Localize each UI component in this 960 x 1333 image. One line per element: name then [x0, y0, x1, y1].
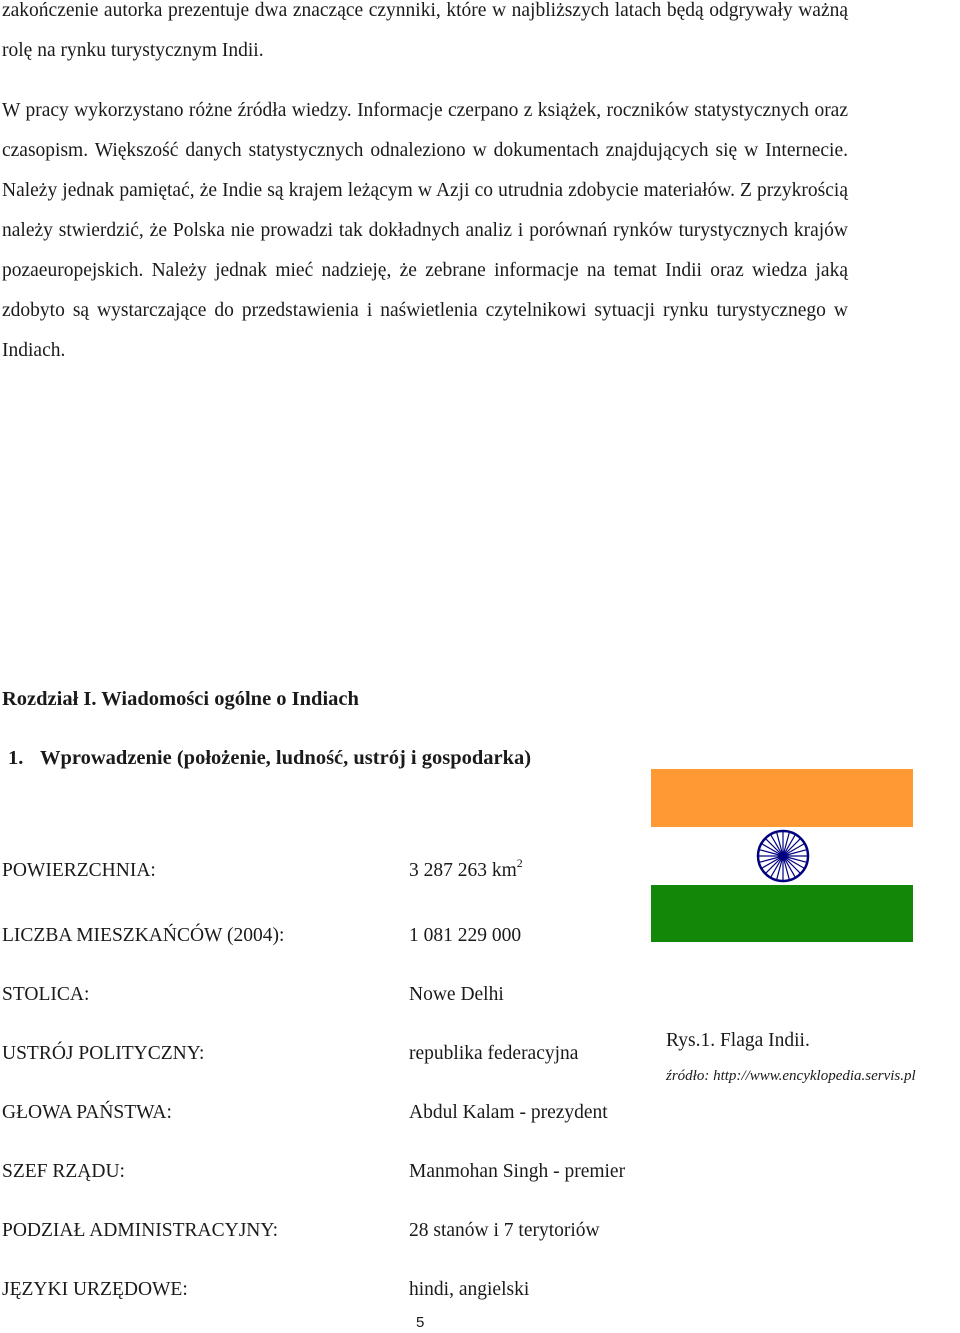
fact-label: SZEF RZĄDU:	[2, 1161, 125, 1182]
intro-paragraph-1: zakończenie autorka prezentuje dwa znaczące czynniki, które w najbliższych latach będą odgrywały ważną rolę na rynku turystycznym Indii.	[2, 0, 848, 61]
chakra-wheel	[758, 831, 808, 881]
india-flag-image	[651, 769, 913, 942]
page-number: 5	[416, 1314, 425, 1331]
fact-value: Nowe Delhi	[409, 984, 504, 1005]
fact-value	[409, 856, 523, 882]
ashoka-chakra-icon	[755, 827, 811, 885]
fact-label: GŁOWA PAŃSTWA:	[2, 1102, 172, 1123]
fact-value: 1 081 229 000	[409, 925, 522, 946]
fact-value: Manmohan Singh - premier	[409, 1161, 626, 1182]
intro-paragraph-2: W pracy wykorzystano różne źródła wiedzy. Informacje czerpano z książek, roczników statystycznych oraz czasopism. Większość danych statystycznych odnaleziono w dokumentach znajdujących się w Internecie. Należy jednak pamiętać, że Indie są krajem leżącym w Azji co utrudnia zdobycie materiałów. Z przykrością należy stwierdzić, że Polska nie prowadzi tak dokładnych analiz i porównań rynków turystycznych krajów pozaeuropejskich. Należy jednak mieć nadzieję, że zebrane informacje na temat Indii oraz wiedza jaką zdobyto są wystarczające do przedstawienia i naświetlenia czytelnikowi sytuacji rynku turystycznego w Indiach.	[2, 100, 848, 361]
fact-label: LICZBA MIESZKAŃCÓW (2004):	[2, 925, 285, 946]
figure-caption: Rys.1. Flaga Indii.	[666, 1030, 810, 1051]
fact-label: STOLICA:	[2, 984, 90, 1005]
unit-superscript: 2	[516, 856, 523, 870]
figure-source: źródło: http://www.encyklopedia.servis.pl	[666, 1068, 916, 1084]
fact-value: Abdul Kalam - prezydent	[409, 1102, 608, 1123]
flag-saffron-band	[651, 769, 913, 827]
fact-label: USTRÓJ POLITYCZNY:	[2, 1043, 205, 1064]
fact-value: 28 stanów i 7 terytoriów	[409, 1220, 600, 1241]
flag-green-band	[651, 885, 913, 942]
fact-label: PODZIAŁ ADMINISTRACYJNY:	[2, 1220, 279, 1241]
section-number: 1.	[8, 747, 24, 769]
chakra-hub	[779, 852, 787, 860]
fact-value-text: 3 287 263 km	[409, 860, 517, 881]
chapter-title: Rozdział I. Wiadomości ogólne o Indiach	[2, 688, 359, 710]
fact-value: republika federacyjna	[409, 1043, 579, 1064]
fact-value: hindi, angielski	[409, 1279, 530, 1300]
section-heading	[8, 747, 531, 770]
section-title: Wprowadzenie (położenie, ludność, ustrój i gospodarka)	[40, 747, 532, 769]
fact-label: JĘZYKI URZĘDOWE:	[2, 1279, 188, 1300]
fact-label: POWIERZCHNIA:	[2, 860, 156, 881]
intro-text	[2, 0, 848, 371]
